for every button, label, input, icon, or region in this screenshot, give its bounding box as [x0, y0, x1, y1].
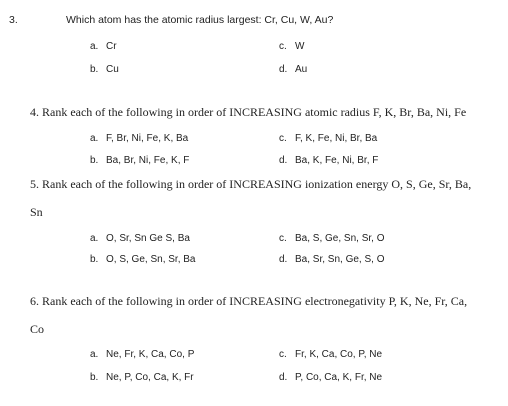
q6-option-d[interactable] [279, 372, 382, 383]
option-letter: c. [279, 41, 287, 52]
q5-option-d[interactable] [279, 254, 384, 265]
option-text: F, Br, Ni, Fe, K, Ba [106, 133, 189, 144]
option-text: O, S, Ge, Sn, Sr, Ba [106, 254, 196, 265]
option-text: Ba, S, Ge, Sn, Sr, O [295, 233, 385, 244]
option-letter: d. [279, 155, 288, 166]
q3-option-a[interactable] [90, 41, 117, 52]
option-letter: a. [90, 133, 99, 144]
option-text: Ne, Fr, K, Ca, Co, P [106, 349, 195, 360]
option-text: Au [295, 64, 308, 75]
option-letter: a. [90, 349, 99, 360]
q6-option-a[interactable] [90, 349, 194, 360]
option-text: O, Sr, Sn Ge S, Ba [106, 233, 190, 244]
option-text: F, K, Fe, Ni, Br, Ba [295, 133, 378, 144]
question-5-text: 5. Rank each of the following in order of INCREASING ionization energy O, S, Ge, Sr, Ba, [30, 177, 472, 191]
option-letter: a. [90, 233, 99, 244]
question-3-number: 3. [9, 14, 18, 26]
option-text: Fr, K, Ca, Co, P, Ne [295, 349, 383, 360]
q5-option-a[interactable] [90, 233, 190, 244]
q4-option-c[interactable] [279, 133, 377, 144]
option-text: Ba, K, Fe, Ni, Br, F [295, 155, 379, 166]
option-letter: d. [279, 64, 288, 75]
q4-option-d[interactable] [279, 155, 378, 166]
q3-option-c[interactable] [279, 41, 304, 52]
option-letter: a. [90, 41, 99, 52]
q3-option-b[interactable] [90, 64, 119, 75]
q5-option-b[interactable] [90, 254, 195, 265]
q6-option-b[interactable] [90, 372, 194, 383]
option-letter: b. [90, 254, 99, 265]
option-letter: c. [279, 233, 287, 244]
option-text: Ba, Br, Ni, Fe, K, F [106, 155, 190, 166]
q4-option-a[interactable] [90, 133, 188, 144]
question-5-text-cont: Sn [30, 205, 43, 219]
option-letter: d. [279, 254, 288, 265]
q6-option-c[interactable] [279, 349, 382, 360]
q3-option-d[interactable] [279, 64, 307, 75]
q4-option-b[interactable] [90, 155, 189, 166]
option-text: P, Co, Ca, K, Fr, Ne [295, 372, 383, 383]
option-letter: c. [279, 349, 287, 360]
question-6-text-cont: Co [30, 322, 45, 336]
q5-option-c[interactable] [279, 233, 384, 244]
option-letter: b. [90, 372, 99, 383]
option-letter: b. [90, 155, 99, 166]
option-letter: d. [279, 372, 288, 383]
question-3-text: Which atom has the atomic radius largest: Cr, Cu, W, Au? [66, 14, 334, 26]
option-letter: b. [90, 64, 99, 75]
question-6-text: 6. Rank each of the following in order of INCREASING electronegativity P, K, Ne, Fr, Ca, [30, 294, 468, 308]
option-text: W [295, 41, 305, 52]
option-letter: c. [279, 133, 287, 144]
question-4-text: 4. Rank each of the following in order of INCREASING atomic radius F, K, Br, Ba, Ni, Fe [30, 105, 467, 119]
option-text: Ne, P, Co, Ca, K, Fr [106, 372, 194, 383]
option-text: Ba, Sr, Sn, Ge, S, O [295, 254, 385, 265]
option-text: Cr [106, 41, 117, 52]
option-text: Cu [106, 64, 119, 75]
